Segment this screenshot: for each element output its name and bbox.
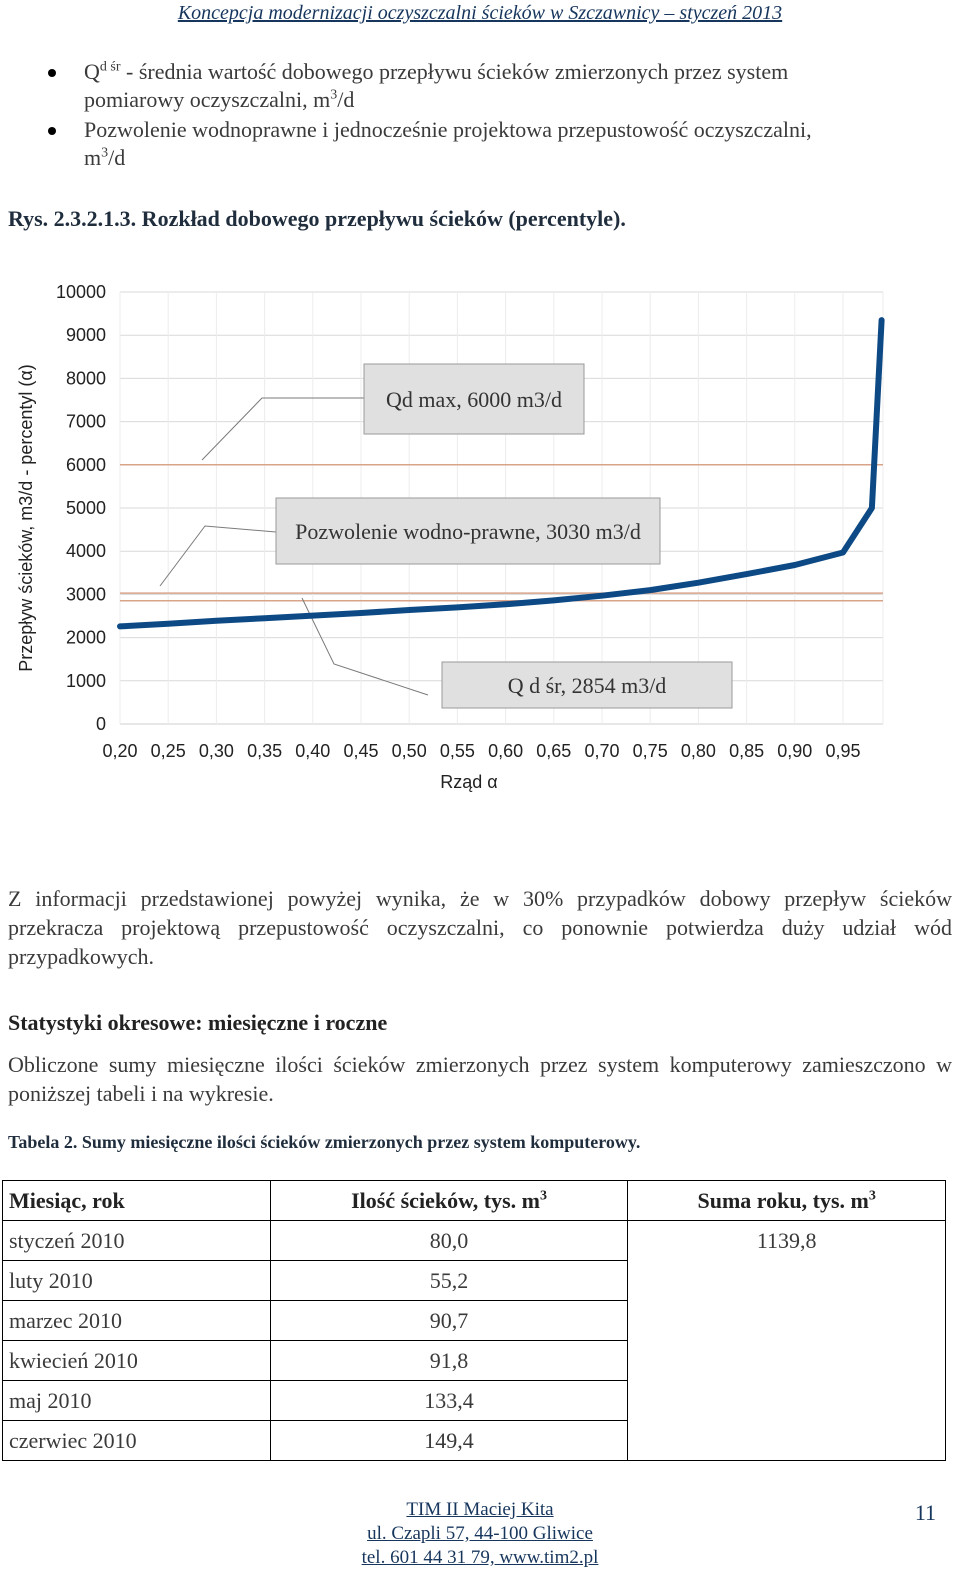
table-row <box>3 1421 946 1461</box>
y-tick-labels <box>56 282 106 734</box>
annotation-leader-line <box>202 398 364 460</box>
cell-value: 55,2 <box>270 1261 628 1301</box>
bullet-dot-icon <box>48 69 56 77</box>
x-tick-label: 0,50 <box>391 741 427 761</box>
annotation-label: Pozwolenie wodno-prawne, 3030 m3/d <box>295 519 641 544</box>
bullet-qdsr <box>44 58 924 114</box>
bullet-line2: m <box>84 145 102 170</box>
cell-year-sum <box>628 1341 946 1381</box>
cell-month: luty 2010 <box>3 1261 271 1301</box>
y-tick-label: 10000 <box>55 282 106 302</box>
bullet-line2-sup: 3 <box>101 145 109 161</box>
x-tick-label: 0,75 <box>632 741 668 761</box>
y-tick-label: 2000 <box>65 627 106 648</box>
paragraph-intro: Obliczone sumy miesięczne ilości ścieków zmierzonych przez system komputerowy zamieszczono w poniższej tabeli i na wykresie. <box>8 1052 952 1106</box>
cell-value: 91,8 <box>270 1341 628 1381</box>
annotation-boxes <box>276 364 732 708</box>
table-row <box>3 1301 946 1341</box>
annotation-label: Q d śr, 2854 m3/d <box>507 673 667 698</box>
table-header-row <box>3 1181 946 1221</box>
y-tick-label: 0 <box>95 714 106 734</box>
x-tick-label: 0,65 <box>536 741 572 761</box>
table-row <box>3 1261 946 1301</box>
section-heading: Statystyki okresowe: miesięczne i roczne <box>8 1010 388 1035</box>
cell-value: 80,0 <box>270 1221 628 1261</box>
bullet-line2: pomiarowy oczyszczalni, m <box>84 87 331 112</box>
x-axis-label: Rząd α <box>440 772 498 792</box>
x-tick-label: 0,45 <box>343 741 379 761</box>
bullet-line2-sup: 3 <box>330 87 338 103</box>
header-sum-sup: 3 <box>868 1188 876 1204</box>
cell-month: kwiecień 2010 <box>3 1341 271 1381</box>
bullet-line2-post: /d <box>337 87 355 112</box>
cell-year-sum <box>628 1421 946 1461</box>
x-tick-label: 0,25 <box>150 741 186 761</box>
header-month: Miesiąc, rok <box>3 1181 271 1221</box>
x-tick-label: 0,40 <box>295 741 331 761</box>
footer-company: TIM II Maciej Kita <box>406 1499 554 1520</box>
cell-month: styczeń 2010 <box>3 1221 271 1261</box>
bullet-line2-post: /d <box>108 145 126 170</box>
cell-value: 133,4 <box>270 1381 628 1421</box>
x-tick-label: 0,60 <box>488 741 524 761</box>
y-tick-label: 1000 <box>65 670 106 691</box>
percentile-chart <box>0 270 960 830</box>
cell-value: 90,7 <box>270 1301 628 1341</box>
bullet-pozwolenie <box>44 116 924 172</box>
bullet-dot-icon <box>48 127 56 135</box>
header-amount <box>270 1181 628 1221</box>
x-tick-label: 0,20 <box>102 741 138 761</box>
figure-caption: Rys. 2.3.2.1.3. Rozkład dobowego przepływu ścieków (percentyle). <box>8 206 626 231</box>
x-tick-label: 0,95 <box>825 741 861 761</box>
y-tick-label: 9000 <box>65 325 106 346</box>
x-tick-label: 0,55 <box>439 741 475 761</box>
x-tick-label: 0,90 <box>777 741 813 761</box>
y-tick-label: 5000 <box>65 498 106 518</box>
y-axis-label: Przepływ ścieków, m3/d - percentyl (α) <box>16 364 36 672</box>
header-sum-text: Suma roku, tys. m <box>697 1187 869 1213</box>
cell-month: czerwiec 2010 <box>3 1421 271 1461</box>
bullet-line1: Pozwolenie wodnoprawne i jednocześnie projektowa przepustowość oczyszczalni, <box>84 117 812 142</box>
legend-bullets <box>44 58 924 174</box>
table-row <box>3 1381 946 1421</box>
x-tick-label: 0,70 <box>584 741 620 761</box>
x-tick-label: 0,80 <box>680 741 716 761</box>
cell-year-sum <box>628 1301 946 1341</box>
cell-year-sum <box>628 1261 946 1301</box>
footer-address: ul. Czapli 57, 44-100 Gliwice <box>367 1523 593 1544</box>
x-tick-labels <box>102 741 860 761</box>
page-footer <box>0 1498 960 1570</box>
table-row <box>3 1341 946 1381</box>
x-tick-label: 0,35 <box>247 741 283 761</box>
header-amount-sup: 3 <box>539 1188 547 1204</box>
header-amount-text: Ilość ścieków, tys. m <box>351 1187 540 1213</box>
bullet-q-sup: d śr <box>99 59 121 75</box>
header-year-sum <box>628 1181 946 1221</box>
table-row <box>3 1221 946 1261</box>
x-tick-label: 0,30 <box>198 741 234 761</box>
page-number: 11 <box>914 1500 936 1525</box>
cell-year-sum: 1139,8 <box>628 1221 946 1261</box>
paragraph-conclusion: Z informacji przedstawionej powyżej wynika, że w 30% przypadków dobowy przepływ ścieków przekracza projektową przepustowość oczyszczalni, co ponownie potwierdza duży udział wód przypadkowych. <box>8 886 952 969</box>
cell-value: 149,4 <box>270 1421 628 1461</box>
y-tick-label: 6000 <box>65 454 106 475</box>
monthly-sums-table <box>2 1180 946 1461</box>
bullet-line1: - średnia wartość dobowego przepływu ścieków zmierzonych przez system <box>120 59 789 84</box>
y-tick-label: 4000 <box>65 541 106 562</box>
cell-month: marzec 2010 <box>3 1301 271 1341</box>
annotation-label: Qd max, 6000 m3/d <box>386 387 562 412</box>
table-caption: Tabela 2. Sumy miesięczne ilości ścieków zmierzonych przez system komputerowy. <box>8 1132 641 1152</box>
x-tick-label: 0,85 <box>729 741 765 761</box>
annotation-leader-line <box>160 526 276 586</box>
page-header: Koncepcja modernizacji oczyszczalni ścieków w Szczawnicy – styczeń 2013 <box>177 2 783 24</box>
cell-year-sum <box>628 1381 946 1421</box>
y-tick-label: 8000 <box>65 368 106 389</box>
footer-contact: tel. 601 44 31 79, www.tim2.pl <box>361 1547 599 1568</box>
bullet-q-symbol: Q <box>84 59 100 84</box>
y-tick-label: 3000 <box>65 584 106 605</box>
y-tick-label: 7000 <box>65 411 106 432</box>
cell-month: maj 2010 <box>3 1381 271 1421</box>
